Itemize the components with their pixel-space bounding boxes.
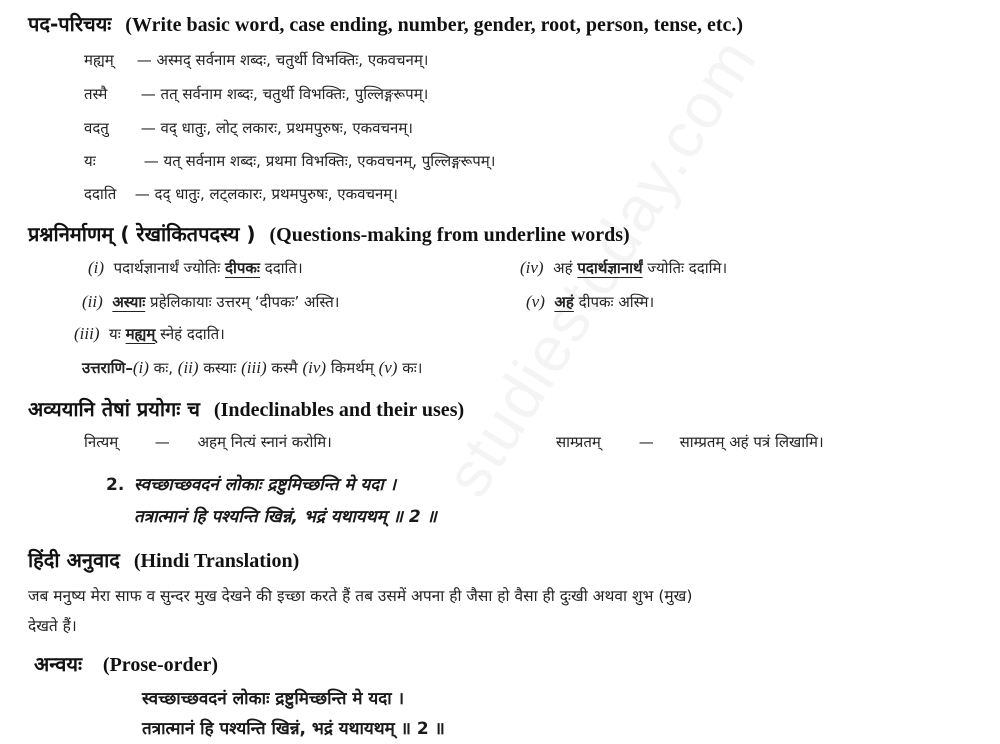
question-number: (ii) (82, 292, 103, 311)
question-item (526, 292, 654, 312)
avyaya-item (556, 432, 824, 452)
question-post: ज्योतिः ददामि। (647, 259, 728, 277)
pad-word: तस्मै (84, 85, 108, 103)
avyaya-word: नित्यम् (84, 433, 119, 451)
pad-row (84, 184, 398, 204)
question-number: (iii) (74, 324, 100, 343)
verse-line-2 (134, 504, 437, 527)
pad-row (84, 50, 429, 70)
answer-number: (iv) (302, 358, 327, 377)
section-heading-pad-parichay (28, 10, 743, 37)
question-item (82, 292, 339, 312)
answer-text: कः। (402, 359, 423, 377)
heading-hindi: प्रश्ननिर्माणम् ( रेखांकितपदस्य ) (28, 222, 256, 246)
question-post: दीपकः अस्मि। (578, 293, 655, 311)
translation-line-2: देखते हैं। (28, 617, 77, 635)
heading-hindi: हिंदी अनुवाद (28, 548, 120, 572)
answer-text: कः, (153, 359, 173, 377)
underlined-word: मह्यम् (125, 325, 156, 343)
heading-english: (Questions-making from underline words) (269, 224, 630, 246)
underlined-word: अस्याः (112, 293, 146, 311)
avyaya-sentence: साम्प्रतम् अहं पत्रं लिखामि। (679, 433, 824, 451)
anvaya-line-1: स्वच्छाच्छवदनं लोकाः द्रष्टुमिच्छन्ति मे यदा । (142, 689, 405, 709)
answers-line (82, 358, 423, 378)
pad-description: — अस्मद् सर्वनाम शब्दः, चतुर्थी विभक्तिः, एकवचनम्। (136, 51, 429, 69)
pad-description: — वद् धातुः, लोट् लकारः, प्रथमपुरुषः, एकवचनम्। (140, 119, 413, 137)
question-number: (v) (526, 292, 545, 311)
question-pre: पदार्थज्ञानार्थं ज्योतिः (113, 259, 221, 277)
heading-hindi: अन्वयः (34, 652, 83, 676)
section-heading-prashna-nirmanam (28, 220, 630, 247)
heading-english: (Prose-order) (102, 654, 219, 676)
question-pre: अहं (553, 259, 573, 277)
heading-english: (Write basic word, case ending, number, gender, root, person, tense, etc.) (125, 14, 744, 36)
verse-text: तत्रात्मानं हि पश्यन्ति खिन्नं, भद्रं यथायथम् ॥ 2 ॥ (134, 507, 437, 527)
underlined-word: अहं (554, 293, 574, 311)
avyaya-dash: — (638, 433, 654, 451)
underlined-word: दीपकः (225, 259, 260, 277)
section-heading-avyayani (28, 395, 464, 422)
answers-label: उत्तराणि– (82, 359, 133, 377)
translation-line-1: जब मनुष्य मेरा साफ व सुन्दर मुख देखने की इच्छा करते हैं तब उसमें अपना ही जैसा हो वैसा ही दुःखी अथवा शुभ (मुख) (28, 587, 693, 605)
pad-word: यः (84, 152, 96, 170)
section-heading-hindi-translation (28, 546, 299, 573)
pad-word: मह्यम् (84, 51, 114, 69)
pad-row (84, 151, 495, 171)
pad-row (84, 84, 428, 104)
pad-description: — यत् सर्वनाम शब्दः, प्रथमा विभक्तिः, एकवचनम्, पुल्लिङ्गरूपम्। (143, 152, 496, 170)
avyaya-word: साम्प्रतम् (556, 433, 601, 451)
section-heading-anvaya (34, 650, 218, 677)
pad-description: — तत् सर्वनाम शब्दः, चतुर्थी विभक्तिः, पुल्लिङ्गरूपम्। (140, 85, 429, 103)
avyaya-dash: — (154, 433, 170, 451)
answer-number: (iii) (241, 358, 267, 377)
answer-text: किमर्थम् (330, 359, 374, 377)
heading-english: (Indeclinables and their uses) (213, 399, 465, 421)
question-pre: यः (109, 325, 121, 343)
pad-description: — दद् धातुः, लट्लकारः, प्रथमपुरुषः, एकवचनम्। (134, 185, 398, 203)
question-item (74, 324, 225, 344)
answer-number: (i) (132, 358, 149, 377)
question-item (88, 258, 303, 278)
heading-english: (Hindi Translation) (133, 550, 300, 572)
pad-word: ददाति (84, 185, 117, 203)
question-post: ददाति। (264, 259, 303, 277)
verse-text: स्वच्छाच्छवदनं लोकाः द्रष्टुमिच्छन्ति मे यदा । (134, 475, 397, 495)
heading-hindi: अव्ययानि तेषां प्रयोगः च (28, 397, 200, 421)
verse-number: 2. (106, 475, 125, 495)
question-number: (i) (88, 258, 105, 277)
pad-word: वदतु (84, 119, 109, 137)
verse-line-1 (106, 472, 396, 495)
question-item (520, 258, 727, 278)
underlined-word: पदार्थज्ञानार्थं (577, 259, 643, 277)
question-number: (iv) (520, 258, 544, 277)
question-post: प्रहेलिकायाः उत्तरम् ‘दीपकः’ अस्ति। (150, 293, 340, 311)
avyaya-sentence: अहम् नित्यं स्नानं करोमि। (197, 433, 332, 451)
anvaya-line-2: तत्रात्मानं हि पश्यन्ति खिन्नं, भद्रं यथायथम् ॥ 2 ॥ (142, 719, 445, 739)
answer-text: कस्याः (203, 359, 237, 377)
heading-hindi: पद-परिचयः (28, 12, 112, 36)
answer-number: (ii) (177, 358, 199, 377)
question-post: स्नेहं ददाति। (160, 325, 225, 343)
pad-row (84, 118, 413, 138)
answer-text: कस्मै (271, 359, 298, 377)
avyaya-item (84, 432, 332, 452)
answer-number: (v) (378, 358, 398, 377)
